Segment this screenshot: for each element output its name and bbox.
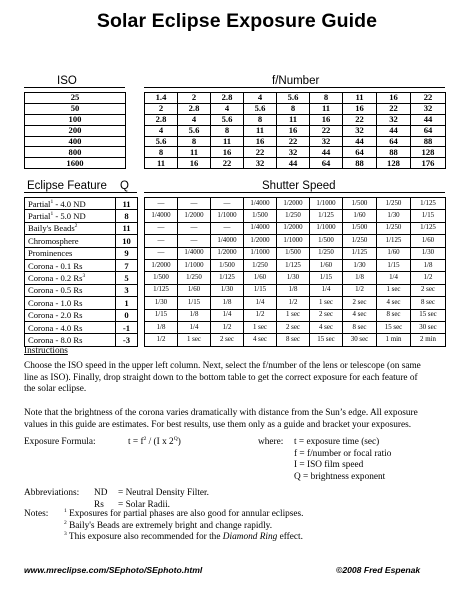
q-value: 7 xyxy=(116,259,138,271)
shutter-cell: 1/15 xyxy=(310,272,343,284)
shutter-cell: 1/500 xyxy=(277,247,310,259)
shutter-cell: 1/250 xyxy=(343,235,377,247)
shutter-cell: 1/8 xyxy=(411,259,446,271)
iso-header: ISO xyxy=(57,75,77,87)
footer-url[interactable]: www.mreclipse.com/SEphoto/SEphoto.html xyxy=(24,565,203,575)
spacer-cell xyxy=(126,136,145,147)
q-value: 10 xyxy=(116,235,138,247)
fnumber-cell: 128 xyxy=(411,147,446,158)
fnumber-cell: 8 xyxy=(244,114,277,125)
q-value: -3 xyxy=(116,334,138,346)
feature-header: Eclipse Feature xyxy=(27,180,107,192)
shutter-cell: 1/1000 xyxy=(178,259,211,271)
shutter-cell: 1 min xyxy=(377,334,411,346)
shutter-cell: — xyxy=(145,198,178,210)
fnumber-cell: 2 xyxy=(178,93,211,104)
spacer-cell xyxy=(138,198,145,210)
shutter-cell: 1/8 xyxy=(211,297,244,309)
fnumber-cell: 44 xyxy=(377,125,411,136)
spacer-cell xyxy=(126,93,145,104)
iso-row xyxy=(25,103,446,114)
fnumber-cell: 32 xyxy=(244,158,277,169)
notes-label: Notes: xyxy=(24,509,49,519)
fnumber-cell: 16 xyxy=(244,136,277,147)
instructions-line: Choose the ISO speed in the upper left column. Next, select the f/number of the lens or telescope (on same xyxy=(24,361,421,371)
fnumber-cell: 64 xyxy=(411,125,446,136)
shutter-cell: 1/4000 xyxy=(244,222,277,234)
spacer-cell xyxy=(138,309,145,321)
formula-def: I = ISO film speed xyxy=(294,460,364,471)
fnumber-cell: 8 xyxy=(178,136,211,147)
shutter-cell: 1/4000 xyxy=(211,235,244,247)
fnumber-cell: 11 xyxy=(310,103,343,114)
shutter-cell: 1/4 xyxy=(211,309,244,321)
shutter-cell: 2 sec xyxy=(310,309,343,321)
shutter-cell: 1/125 xyxy=(343,247,377,259)
iso-row xyxy=(25,147,446,158)
fnumber-cell: 5.6 xyxy=(145,136,178,147)
fnumber-cell: 4 xyxy=(178,114,211,125)
shutter-cell: 1/125 xyxy=(145,284,178,296)
fnumber-cell: 2.8 xyxy=(211,93,244,104)
shutter-cell: 1/8 xyxy=(343,272,377,284)
shutter-cell: 1/500 xyxy=(310,235,343,247)
fnumber-cell: 16 xyxy=(343,103,377,114)
feature-name: Corona - 4.0 Rs xyxy=(25,321,116,333)
abbreviation-def: = Solar Radii. xyxy=(118,500,170,510)
shutter-cell: 4 sec xyxy=(310,321,343,333)
instructions-line: the solar eclipse. xyxy=(24,384,87,395)
shutter-cell: 2 sec xyxy=(343,297,377,309)
shutter-cell: 1/30 xyxy=(145,297,178,309)
shutter-cell: 1/15 xyxy=(178,297,211,309)
shutter-cell: 1/250 xyxy=(277,210,310,222)
instructions-text xyxy=(24,361,421,396)
shutter-cell: 1/125 xyxy=(277,259,310,271)
spacer-cell xyxy=(138,247,145,259)
shutter-cell: 1/30 xyxy=(343,259,377,271)
feature-header-rule xyxy=(24,192,137,193)
shutter-cell: 1/500 xyxy=(244,210,277,222)
shutter-cell: 1/4 xyxy=(244,297,277,309)
fnumber-cell: 11 xyxy=(343,93,377,104)
fnumber-cell: 5.6 xyxy=(211,114,244,125)
spacer-cell xyxy=(138,272,145,284)
fnumber-cell: 128 xyxy=(377,158,411,169)
fnumber-cell: 32 xyxy=(377,114,411,125)
feature-name: Corona - 2.0 Rs xyxy=(25,309,116,321)
fnumber-cell: 176 xyxy=(411,158,446,169)
shutter-cell: — xyxy=(145,247,178,259)
abbreviations-label: Abbreviations: xyxy=(24,488,80,498)
fnumber-cell: 44 xyxy=(343,136,377,147)
fnumber-cell: 11 xyxy=(244,125,277,136)
fnumber-cell: 4 xyxy=(244,93,277,104)
feature-name: Partial$^1$ - 4.0 ND xyxy=(25,198,116,210)
shutter-cell: 1/1000 xyxy=(310,198,343,210)
spacer-cell xyxy=(138,210,145,222)
shutter-cell: 1/250 xyxy=(310,247,343,259)
iso-value: 100 xyxy=(25,114,126,125)
iso-header-rule xyxy=(24,87,125,88)
shutter-cell: 1 sec xyxy=(277,309,310,321)
spacer-cell xyxy=(126,103,145,114)
feature-row xyxy=(25,284,446,296)
shutter-cell: 8 sec xyxy=(343,321,377,333)
shutter-cell: 1/60 xyxy=(411,235,446,247)
fnumber-cell: 4 xyxy=(211,103,244,114)
feature-row xyxy=(25,259,446,271)
shutter-cell: 1/4000 xyxy=(145,210,178,222)
iso-value: 400 xyxy=(25,136,126,147)
shutter-cell: 1/125 xyxy=(411,198,446,210)
iso-value: 50 xyxy=(25,103,126,114)
feature-row xyxy=(25,198,446,210)
feature-row xyxy=(25,309,446,321)
shutter-cell: — xyxy=(211,198,244,210)
note-text xyxy=(24,408,418,431)
shutter-cell: 1/15 xyxy=(377,259,411,271)
shutter-cell: 1/30 xyxy=(277,272,310,284)
shutter-cell: 1/4000 xyxy=(178,247,211,259)
formula-def: t = exposure time (sec) xyxy=(294,437,380,447)
fnumber-cell: 22 xyxy=(411,93,446,104)
fnumber-cell: 22 xyxy=(310,125,343,136)
shutter-cell: 1/4 xyxy=(178,321,211,333)
instructions-line: line as ISO). Finally, drop straight down to the bottom table to get the correct exposure for each feature of xyxy=(24,372,418,383)
iso-row xyxy=(25,136,446,147)
fnumber-cell: 11 xyxy=(145,158,178,169)
footer-credit: ©2008 Fred Espenak xyxy=(336,565,421,575)
shutter-cell: 1/2 xyxy=(277,297,310,309)
feature-name: Prominences xyxy=(25,247,116,259)
feature-row xyxy=(25,222,446,234)
shutter-cell: 1/2 xyxy=(411,272,446,284)
note-line: Note that the brightness of the corona varies dramatically with distance from the Sun’s edge. All exposure xyxy=(24,408,418,418)
shutter-cell: 1/4 xyxy=(377,272,411,284)
instructions-heading: Instructions xyxy=(24,346,68,356)
shutter-cell: 1 sec xyxy=(377,284,411,296)
q-value: 9 xyxy=(116,247,138,259)
formula-def: f = f/number or focal ratio xyxy=(294,448,392,459)
feature-name: Chromosphere xyxy=(25,235,116,247)
spacer-cell xyxy=(126,158,145,169)
fnumber-cell: 44 xyxy=(310,147,343,158)
note-item: $^3$ This exposure also recommended for the Diamond Ring effect. xyxy=(64,531,303,543)
fnumber-cell: 44 xyxy=(277,158,310,169)
iso-value: 25 xyxy=(25,93,126,104)
shutter-cell: 1/60 xyxy=(377,247,411,259)
feature-name: Corona - 0.2 Rs$^3$ xyxy=(25,272,116,284)
fnumber-cell: 16 xyxy=(277,125,310,136)
shutter-cell: 1/15 xyxy=(244,284,277,296)
feature-row xyxy=(25,321,446,333)
shutter-cell: 1/4 xyxy=(310,284,343,296)
shutter-cell: 1/60 xyxy=(310,259,343,271)
spacer-cell xyxy=(126,114,145,125)
shutter-cell: 1/2000 xyxy=(277,222,310,234)
iso-row xyxy=(25,158,446,169)
shutter-cell: 30 sec xyxy=(411,321,446,333)
shutter-cell: 2 sec xyxy=(277,321,310,333)
feature-name: Corona - 1.0 Rs xyxy=(25,297,116,309)
abbreviation-abbr: ND xyxy=(94,488,108,498)
shutter-cell: 1/60 xyxy=(343,210,377,222)
shutter-cell: 1 sec xyxy=(178,334,211,346)
q-value: -1 xyxy=(116,321,138,333)
shutter-cell: 1/2 xyxy=(211,321,244,333)
shutter-cell: 1/2 xyxy=(343,284,377,296)
shutter-cell: 4 sec xyxy=(244,334,277,346)
feature-row xyxy=(25,297,446,309)
q-value: 11 xyxy=(116,222,138,234)
feature-row xyxy=(25,334,446,346)
shutter-speed-table xyxy=(24,197,446,347)
shutter-header: Shutter Speed xyxy=(262,180,336,192)
feature-name: Partial$^1$ - 5.0 ND xyxy=(25,210,116,222)
shutter-cell: 1/2000 xyxy=(178,210,211,222)
formula-expression: $t = f^2 / (I$ x $2^Q$) xyxy=(128,435,181,447)
shutter-cell: 1 sec xyxy=(310,297,343,309)
shutter-cell: 8 sec xyxy=(277,334,310,346)
shutter-cell: 4 sec xyxy=(377,297,411,309)
shutter-cell: 1/250 xyxy=(244,259,277,271)
shutter-cell: 1/2000 xyxy=(277,198,310,210)
shutter-cell: 1/2 xyxy=(145,334,178,346)
q-value: 8 xyxy=(116,210,138,222)
spacer-cell xyxy=(138,235,145,247)
iso-row xyxy=(25,114,446,125)
fnumber-cell: 2.8 xyxy=(145,114,178,125)
shutter-cell: 1/1000 xyxy=(310,222,343,234)
q-value: 0 xyxy=(116,309,138,321)
shutter-cell: 1/8 xyxy=(277,284,310,296)
fnumber-cell: 32 xyxy=(411,103,446,114)
shutter-cell: 15 sec xyxy=(411,309,446,321)
fnumber-cell: 2.8 xyxy=(178,103,211,114)
spacer-cell xyxy=(138,259,145,271)
fnumber-cell: 32 xyxy=(343,125,377,136)
shutter-cell: — xyxy=(145,235,178,247)
feature-row xyxy=(25,272,446,284)
fnumber-cell: 11 xyxy=(277,114,310,125)
q-value: 3 xyxy=(116,284,138,296)
q-header: Q xyxy=(120,180,129,192)
fnumber-cell: 64 xyxy=(377,136,411,147)
shutter-cell: 1/250 xyxy=(377,198,411,210)
fnumber-cell: 22 xyxy=(343,114,377,125)
fnumber-cell: 22 xyxy=(211,158,244,169)
shutter-cell: 1/250 xyxy=(377,222,411,234)
shutter-cell: 1/125 xyxy=(310,210,343,222)
formula-where: where: xyxy=(258,437,284,447)
fnumber-cell: 1.4 xyxy=(145,93,178,104)
fnumber-cell: 2 xyxy=(145,103,178,114)
shutter-cell: — xyxy=(145,222,178,234)
shutter-cell: 1/30 xyxy=(377,210,411,222)
fnumber-header: f/Number xyxy=(272,75,320,87)
note-line: values in this guide are estimates. For best results, use them only as a guide and bracket your exposures. xyxy=(24,419,412,430)
fnumber-cell: 16 xyxy=(178,158,211,169)
fnumber-cell: 16 xyxy=(310,114,343,125)
shutter-cell: 4 sec xyxy=(343,309,377,321)
shutter-header-rule xyxy=(144,192,445,193)
fnumber-cell: 8 xyxy=(310,93,343,104)
page-title: Solar Eclipse Exposure Guide xyxy=(96,10,378,32)
shutter-cell: 1/2000 xyxy=(211,247,244,259)
shutter-cell: 15 sec xyxy=(377,321,411,333)
spacer-cell xyxy=(126,125,145,136)
fnumber-cell: 22 xyxy=(244,147,277,158)
feature-name: Baily's Beads$^2$ xyxy=(25,222,116,234)
abbreviation-def: = Neutral Density Filter. xyxy=(118,488,209,498)
formula-definitions xyxy=(294,437,391,483)
formula-label: Exposure Formula: xyxy=(24,437,96,447)
fnumber-cell: 32 xyxy=(310,136,343,147)
iso-value: 800 xyxy=(25,147,126,158)
formula-def: Q = brightness exponent xyxy=(294,471,386,482)
shutter-cell: 1/1000 xyxy=(211,210,244,222)
fnumber-cell: 16 xyxy=(377,93,411,104)
shutter-cell: 1 sec xyxy=(244,321,277,333)
fnumber-cell: 64 xyxy=(310,158,343,169)
spacer-cell xyxy=(138,222,145,234)
shutter-cell: 1/4000 xyxy=(244,198,277,210)
shutter-cell: 1/500 xyxy=(211,259,244,271)
note-item: $^2$ Baily's Beads are extremely bright and change rapidly. xyxy=(64,519,273,531)
feature-row xyxy=(25,247,446,259)
shutter-cell: — xyxy=(178,222,211,234)
fnumber-cell: 8 xyxy=(145,147,178,158)
fnumber-cell: 88 xyxy=(343,158,377,169)
fnumber-cell: 88 xyxy=(377,147,411,158)
abbreviation-abbr: Rs xyxy=(94,500,104,510)
fnumber-header-rule xyxy=(144,87,445,88)
q-value: 5 xyxy=(116,272,138,284)
fnumber-cell: 5.6 xyxy=(178,125,211,136)
shutter-cell: — xyxy=(211,222,244,234)
iso-value: 200 xyxy=(25,125,126,136)
shutter-cell: — xyxy=(178,235,211,247)
shutter-cell: 1/8 xyxy=(145,321,178,333)
fnumber-cell: 64 xyxy=(343,147,377,158)
feature-name: Corona - 8.0 Rs xyxy=(25,334,116,346)
iso-value: 1600 xyxy=(25,158,126,169)
shutter-cell: 1/15 xyxy=(145,309,178,321)
shutter-cell: 2 sec xyxy=(411,284,446,296)
shutter-cell: 1/2000 xyxy=(244,235,277,247)
spacer-cell xyxy=(138,284,145,296)
shutter-cell: 30 sec xyxy=(343,334,377,346)
notes-list xyxy=(64,509,304,544)
note-item: $^1$ Exposures for partial phases are also good for annular eclipses. xyxy=(64,507,304,519)
shutter-cell: — xyxy=(178,198,211,210)
shutter-cell: 1/500 xyxy=(343,198,377,210)
fnumber-cell: 4 xyxy=(145,125,178,136)
shutter-cell: 1/125 xyxy=(377,235,411,247)
fnumber-cell: 16 xyxy=(211,147,244,158)
fnumber-cell: 22 xyxy=(377,103,411,114)
shutter-cell: 1/15 xyxy=(411,210,446,222)
shutter-cell: 8 sec xyxy=(377,309,411,321)
shutter-cell: 1/500 xyxy=(145,272,178,284)
shutter-cell: 1/125 xyxy=(411,222,446,234)
iso-fnumber-table xyxy=(24,92,446,169)
fnumber-cell: 11 xyxy=(211,136,244,147)
shutter-cell: 2 sec xyxy=(211,334,244,346)
fnumber-cell: 22 xyxy=(277,136,310,147)
shutter-cell: 1/125 xyxy=(211,272,244,284)
q-value: 1 xyxy=(116,297,138,309)
shutter-cell: 1/250 xyxy=(178,272,211,284)
shutter-cell: 1/30 xyxy=(411,247,446,259)
shutter-cell: 1/60 xyxy=(178,284,211,296)
fnumber-cell: 8 xyxy=(211,125,244,136)
shutter-cell: 1/30 xyxy=(211,284,244,296)
spacer-cell xyxy=(126,147,145,158)
spacer-cell xyxy=(138,321,145,333)
shutter-cell: 1/60 xyxy=(244,272,277,284)
fnumber-cell: 11 xyxy=(178,147,211,158)
shutter-cell: 1/2 xyxy=(244,309,277,321)
fnumber-cell: 32 xyxy=(277,147,310,158)
fnumber-cell: 5.6 xyxy=(277,93,310,104)
shutter-cell: 1/500 xyxy=(343,222,377,234)
fnumber-cell: 5.6 xyxy=(244,103,277,114)
fnumber-cell: 8 xyxy=(277,103,310,114)
iso-row xyxy=(25,125,446,136)
feature-row xyxy=(25,210,446,222)
fnumber-cell: 88 xyxy=(411,136,446,147)
feature-name: Corona - 0.1 Rs xyxy=(25,259,116,271)
shutter-cell: 1/1000 xyxy=(277,235,310,247)
q-value: 11 xyxy=(116,198,138,210)
shutter-cell: 8 sec xyxy=(411,297,446,309)
fnumber-cell: 44 xyxy=(411,114,446,125)
shutter-cell: 2 min xyxy=(411,334,446,346)
shutter-cell: 1/1000 xyxy=(244,247,277,259)
feature-row xyxy=(25,235,446,247)
shutter-cell: 1/2000 xyxy=(145,259,178,271)
spacer-cell xyxy=(138,334,145,346)
feature-name: Corona - 0.5 Rs xyxy=(25,284,116,296)
spacer-cell xyxy=(138,297,145,309)
shutter-cell: 1/8 xyxy=(178,309,211,321)
shutter-cell: 15 sec xyxy=(310,334,343,346)
iso-row xyxy=(25,93,446,104)
